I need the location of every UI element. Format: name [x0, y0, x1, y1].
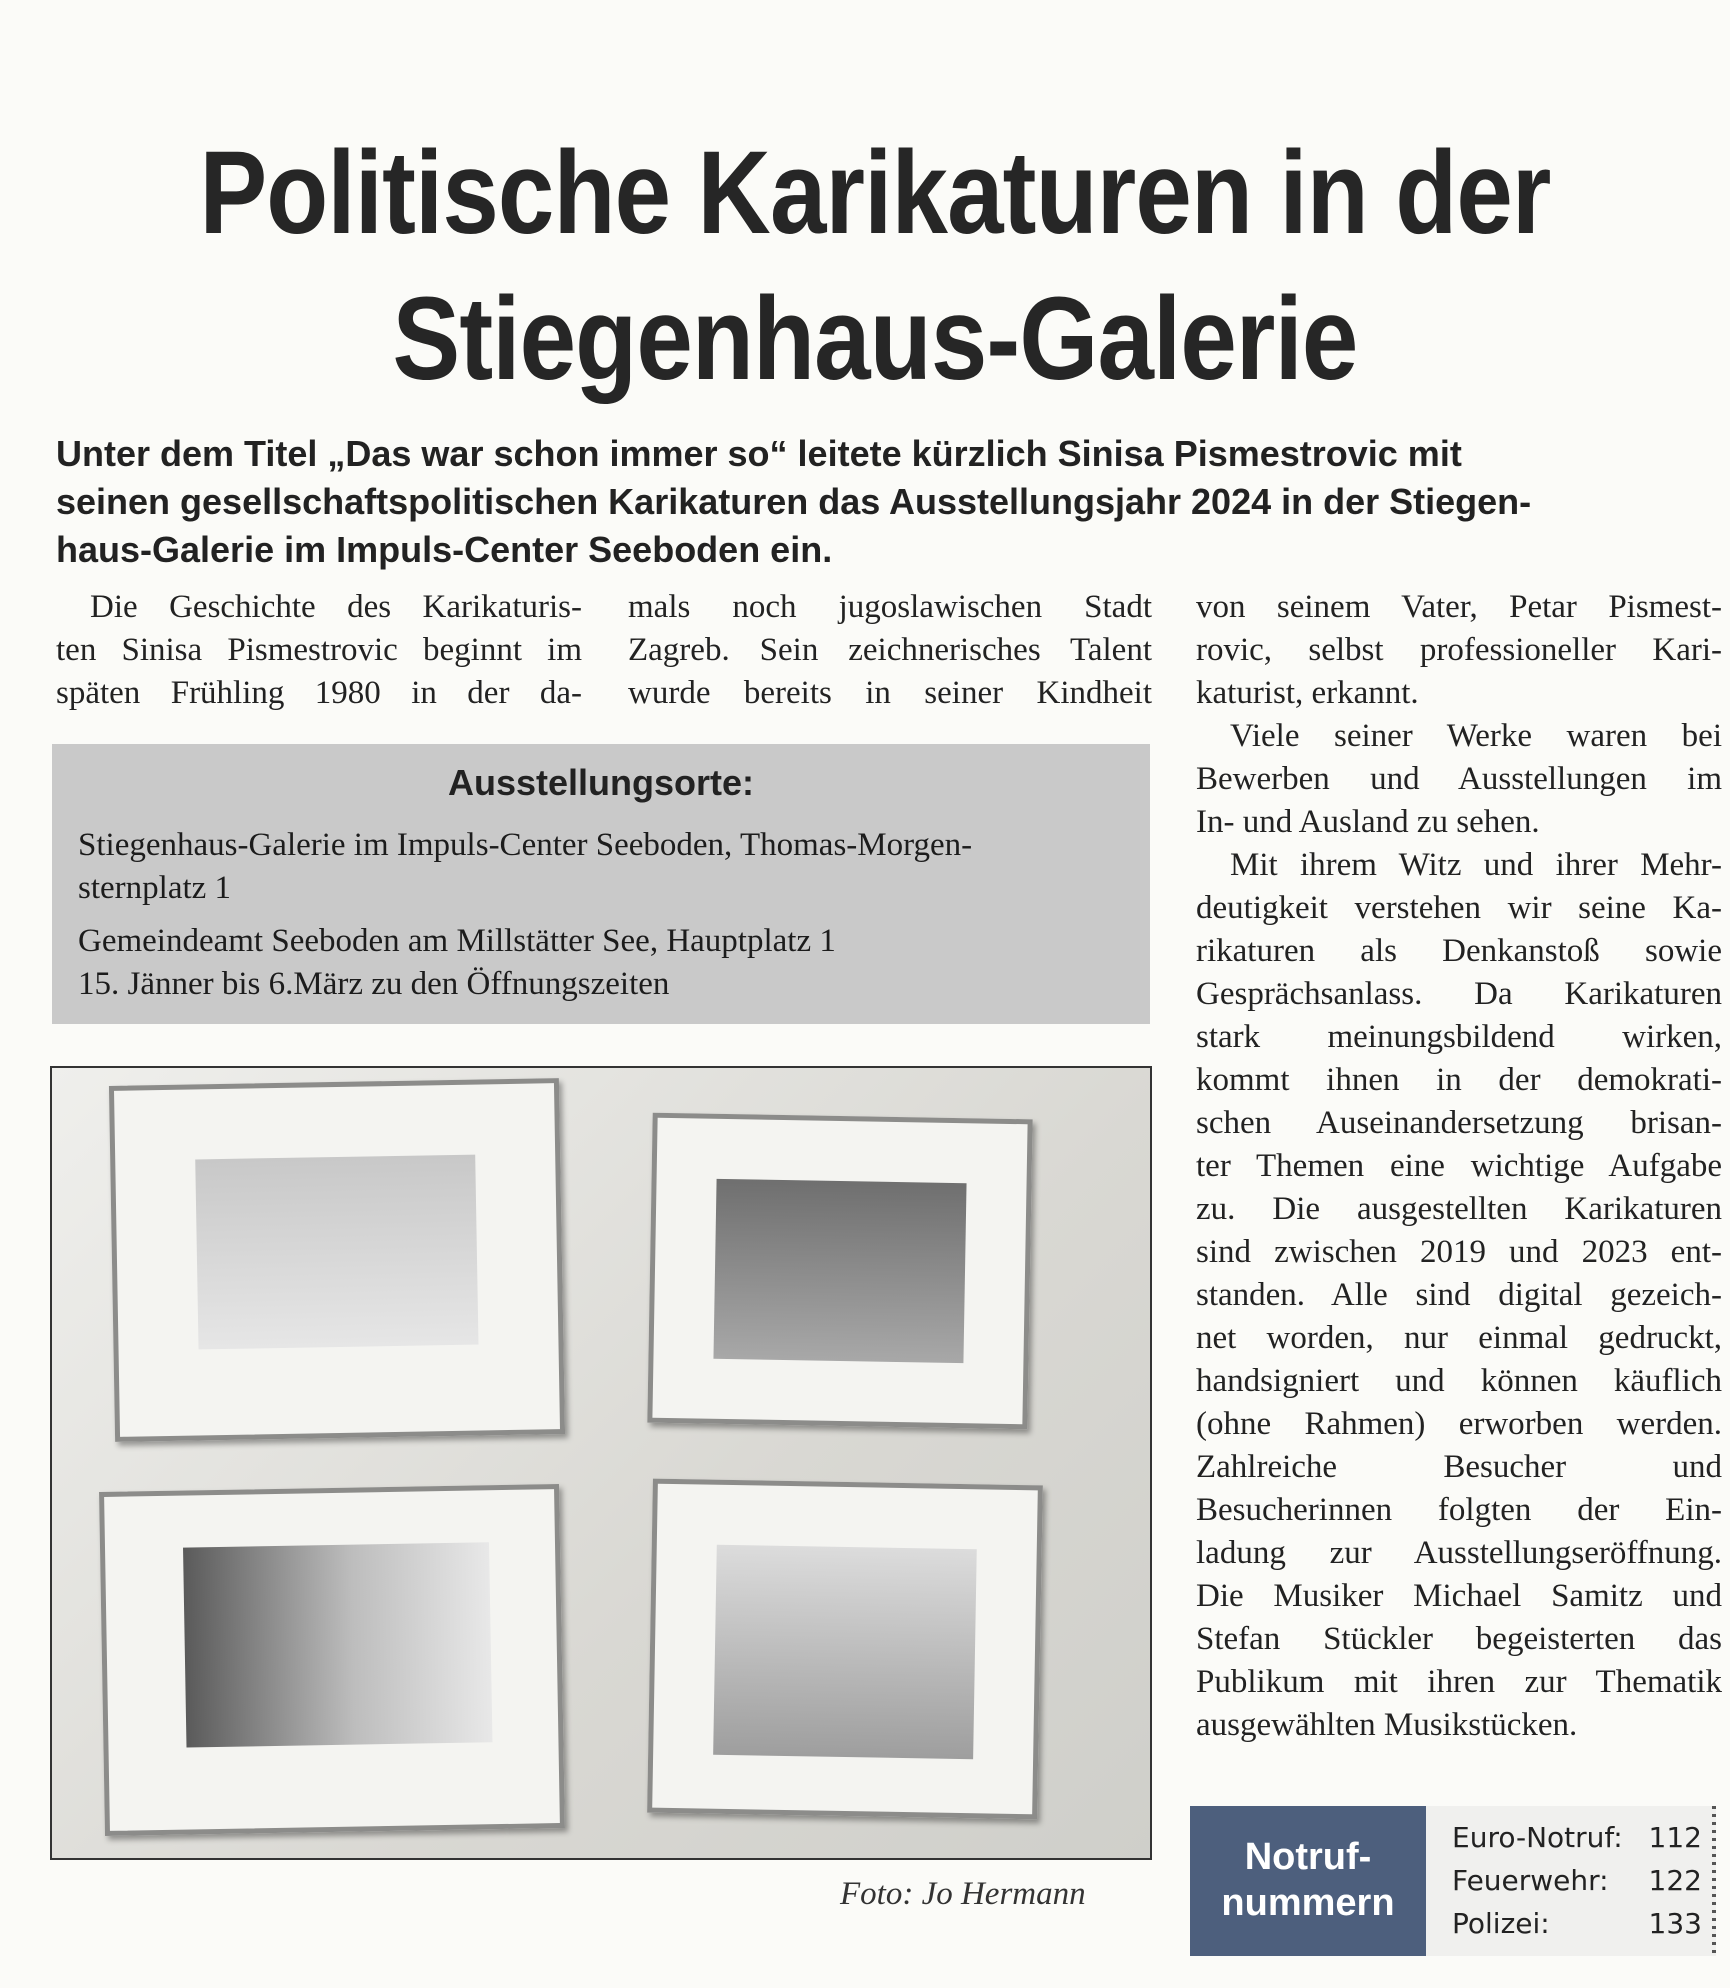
exhibition-photo: [50, 1066, 1152, 1860]
text-line: Bewerben und Ausstellungen im: [1196, 761, 1722, 797]
notruf-label-line: Notruf-: [1244, 1836, 1372, 1878]
text-line: ter Themen eine wichtige Aufgabe: [1196, 1148, 1722, 1184]
lead-line: seinen gesellschaftspolitischen Karikaturen das Ausstellungsjahr 2024 in der Stiegen-: [56, 481, 1532, 522]
lead-paragraph: [56, 430, 1726, 574]
lead-line: Unter dem Titel „Das war schon immer so“ leitete kürzlich Sinisa Pismestrovic mit: [56, 433, 1462, 474]
text-line: wurde bereits in seiner Kindheit: [628, 675, 1152, 711]
text-line: Zagreb. Sein zeichnerisches Talent: [628, 632, 1152, 668]
text-line: standen. Alle sind digital gezeich-: [1196, 1277, 1722, 1313]
emergency-numbers-label: [1190, 1806, 1426, 1956]
text-line: Die Geschichte des Karikaturis-: [90, 589, 582, 625]
text-line: zu. Die ausgestellten Karikaturen: [1196, 1191, 1722, 1227]
column-2: [628, 586, 1152, 715]
text-line: Besucherinnen folgten der Ein-: [1196, 1492, 1722, 1528]
text-line: net worden, nur einmal gedruckt,: [1196, 1320, 1722, 1356]
headline: [60, 120, 1690, 412]
text-line: ladung zur Ausstellungseröffnung.: [1196, 1535, 1722, 1571]
text-line: stark meinungsbildend wirken,: [1196, 1019, 1722, 1055]
emergency-number-row: [1452, 1816, 1702, 1859]
text-line: Stefan Stückler begeisterten das: [1196, 1621, 1722, 1657]
headline-line-1: Politische Karikaturen in der: [199, 127, 1551, 259]
text-line: schen Auseinandersetzung brisan-: [1196, 1105, 1722, 1141]
text-line: katurist, erkannt.: [1196, 675, 1419, 711]
emergency-numbers-list: [1426, 1806, 1716, 1956]
text-line: rikaturen als Denkanstoß sowie: [1196, 933, 1722, 969]
text-line: deutigkeit verstehen wir seine Ka-: [1196, 890, 1722, 926]
text-line: rovic, selbst professioneller Kari-: [1196, 632, 1722, 668]
text-line: Mit ihrem Witz und ihrer Mehr-: [1230, 847, 1722, 883]
text-line: Gesprächsanlass. Da Karikaturen: [1196, 976, 1722, 1012]
infobox-line: 15. Jänner bis 6.März zu den Öffnungszeiten: [78, 966, 670, 1002]
headline-line-2: Stiegenhaus-Galerie: [392, 273, 1358, 405]
text-line: mals noch jugoslawischen Stadt: [628, 589, 1152, 625]
infobox-line: Stiegenhaus-Galerie im Impuls-Center Seeboden, Thomas-Morgen-: [78, 827, 973, 863]
service-name: Polizei:: [1452, 1907, 1550, 1940]
cartoon-frame-3: [99, 1484, 565, 1836]
infobox-line: sternplatz 1: [78, 870, 232, 906]
text-line: kommt ihnen in der demokrati-: [1196, 1062, 1722, 1098]
text-line: ten Sinisa Pismestrovic beginnt im: [56, 632, 582, 668]
text-line: Viele seiner Werke waren bei: [1230, 718, 1722, 754]
photo-credit: Foto: Jo Hermann: [840, 1876, 1086, 1912]
column-3: [1196, 586, 1722, 1747]
cartoon-frame-2: [647, 1113, 1032, 1430]
text-line: In- und Ausland zu sehen.: [1196, 804, 1540, 840]
service-number: 133: [1648, 1907, 1702, 1940]
emergency-number-row: [1452, 1859, 1702, 1902]
exhibition-locations-box: [52, 744, 1150, 1024]
service-name: Euro-Notruf:: [1452, 1821, 1623, 1854]
text-line: (ohne Rahmen) erworben werden.: [1196, 1406, 1722, 1442]
text-line: Zahlreiche Besucher und: [1196, 1449, 1722, 1485]
emergency-number-row: [1452, 1902, 1702, 1945]
text-line: handsigniert und können käuflich: [1196, 1363, 1722, 1399]
text-line: Die Musiker Michael Samitz und: [1196, 1578, 1722, 1614]
text-line: von seinem Vater, Petar Pismest-: [1196, 589, 1722, 625]
lead-line: haus-Galerie im Impuls-Center Seeboden ein.: [56, 529, 833, 570]
dotted-border: [1712, 1806, 1716, 1956]
column-1: [56, 586, 582, 715]
text-line: Publikum mit ihren zur Thematik: [1196, 1664, 1722, 1700]
infobox-title: Ausstellungsorte:: [447, 762, 755, 803]
text-line: sind zwischen 2019 und 2023 ent-: [1196, 1234, 1722, 1270]
cartoon-frame-4: [647, 1479, 1043, 1820]
service-name: Feuerwehr:: [1452, 1864, 1609, 1897]
infobox-line: Gemeindeamt Seeboden am Millstätter See, Hauptplatz 1: [78, 923, 836, 959]
text-line: späten Frühling 1980 in der da-: [56, 675, 582, 711]
text-line: ausgewählten Musikstücken.: [1196, 1707, 1578, 1743]
service-number: 122: [1648, 1864, 1702, 1897]
service-number: 112: [1648, 1821, 1702, 1854]
notruf-label-line: nummern: [1221, 1882, 1395, 1924]
cartoon-frame-1: [109, 1078, 565, 1442]
